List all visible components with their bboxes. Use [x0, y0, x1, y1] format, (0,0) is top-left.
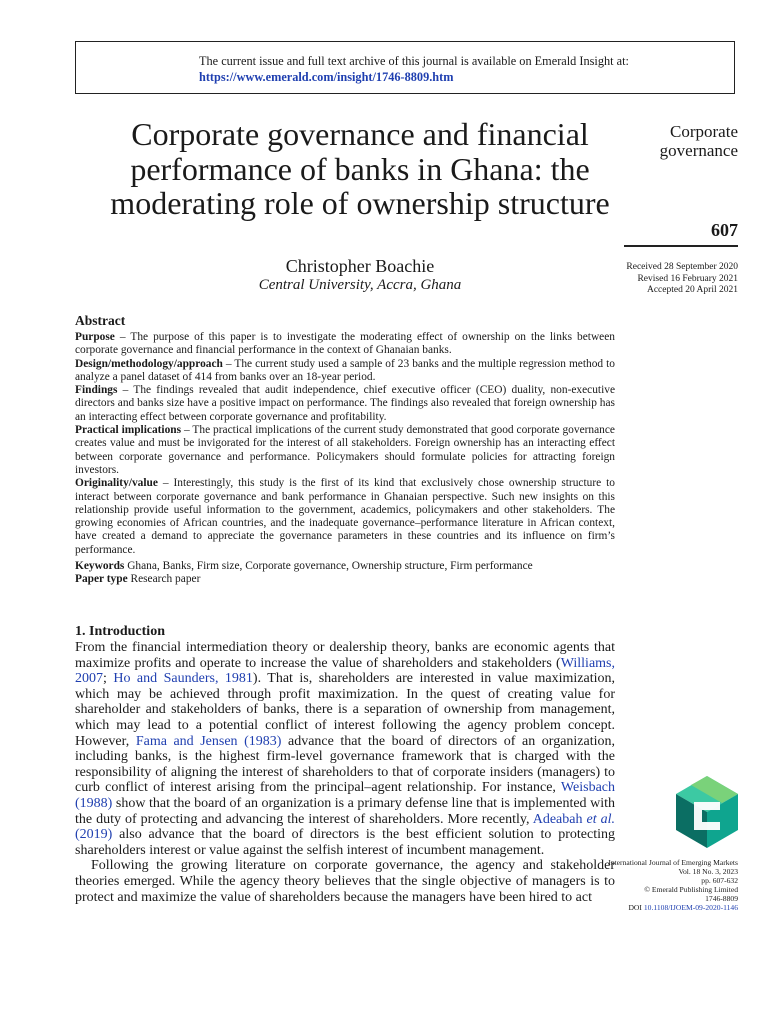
- text-run: From the financial intermediation theory or dealership theory, banks are economic agents that maximize profits and operate to increase the value of shareholders and stakeholders (: [75, 640, 615, 671]
- design-text: – The current study used a sample of 23 banks and the multiple regression method to analyze a panel dataset of 414 from banks over an 18-year period.: [75, 357, 615, 383]
- abstract-design: [75, 358, 615, 385]
- access-notice-box: [75, 41, 735, 94]
- paper-type-text: Research paper: [127, 573, 201, 586]
- journal-doi: [600, 903, 738, 912]
- originality-text: – Interestingly, this study is the first of its kind that exclusively chose ownership structure to interact between corporate governance and bank performance in Ghanaian perspective. Such new insights on this relationship provide useful information to the government, academics, policymakers and other stakeholders. The growing economies of African countries, and the inadequate governance–performance literature in African context, have created a demand to appreciate the governance parameters in these countries and its influence on firm’s performance.: [75, 477, 615, 556]
- keywords-label: Keywords: [75, 560, 125, 573]
- text-run: also advance that the board of directors is the best efficient solution to protecting shareholders interest or value against the selfish interest of incumbent management.: [75, 827, 615, 858]
- citation-weisbach-link[interactable]: Weisbach (1988): [75, 780, 615, 811]
- keywords-text: Ghana, Banks, Firm size, Corporate governance, Ownership structure, Firm performance: [124, 560, 533, 573]
- author-affiliation: Central University, Accra, Ghana: [258, 277, 462, 293]
- abstract-paper-type: [75, 573, 615, 586]
- design-label: Design/methodology/approach: [75, 357, 223, 370]
- accepted-date: Accepted 20 April 2021: [646, 285, 738, 295]
- citation-adeabah-name: Adeabah: [532, 811, 587, 827]
- citation-ho-saunders-link[interactable]: Ho and Saunders, 1981: [113, 671, 253, 687]
- access-notice-text: The current issue and full text archive of this journal is available on Emerald Insight at:: [199, 54, 629, 68]
- findings-label: Findings: [75, 384, 118, 397]
- abstract-originality: [75, 477, 615, 557]
- intro-paragraph-1: [75, 640, 615, 858]
- text-run: show that the board of an organization is a primary defense line that is implemented with the duty of protecting and advancing the interest of shareholders. More recently,: [75, 795, 615, 827]
- doi-link[interactable]: 10.1108/IJOEM-09-2020-1146: [643, 903, 738, 912]
- paper-type-label: Paper type: [75, 573, 128, 586]
- margin-divider: [624, 245, 738, 247]
- page-number: 607: [711, 220, 738, 240]
- originality-label: Originality/value: [75, 477, 158, 490]
- abstract-findings: [75, 384, 615, 424]
- received-date: Received 28 September 2020: [626, 262, 738, 272]
- revised-date: Revised 16 February 2021: [637, 273, 738, 284]
- text-run: ;: [103, 671, 114, 687]
- practical-text: – The practical implications of the current study demonstrated that good corporate governance creates value and must be invigorated for the interest of all stakeholders. Foreign ownership has an interacting effect between corporate governance and performance. Policymakers should formulate policies for attracting foreign investors.: [75, 424, 615, 476]
- abstract-heading: Abstract: [75, 313, 126, 328]
- journal-volume: Vol. 18 No. 3, 2023: [678, 867, 738, 876]
- journal-url-link[interactable]: https://www.emerald.com/insight/1746-8809.htm: [199, 70, 454, 84]
- abstract-body: [75, 331, 615, 587]
- practical-label: Practical implications: [75, 424, 182, 437]
- text-run: ). That is, shareholders are interested in value maximization, which may be achieved through profit maximization. In the quest of creating value for shareholder and stakeholders of banks, there is a separation of ownership from management, which may lead to a potential conflict of interest following the agency problem concept. However,: [75, 671, 615, 749]
- journal-citation-info: [600, 858, 738, 912]
- article-title: Corporate governance and financial performance of banks in Ghana: the moderating role of ownership structure: [110, 116, 610, 221]
- purpose-text: – The purpose of this paper is to investigate the moderating effect of ownership on the links between corporate governance and financial performance in the context of Ghanaian banks.: [75, 331, 615, 357]
- journal-issn: 1746-8809: [705, 894, 738, 903]
- findings-text: – The findings revealed that audit independence, chief executive officer (CEO) duality, non-executive directors and banks size have a positive impact on performance. The findings also revealed that foreign ownership has an interacting effect between corporate governance and profitability.: [75, 384, 615, 423]
- journal-name: International Journal of Emerging Markets: [608, 858, 738, 867]
- abstract-practical: [75, 424, 615, 477]
- abstract-purpose: [75, 331, 615, 358]
- journal-publisher: © Emerald Publishing Limited: [644, 885, 738, 894]
- journal-pages: pp. 607-632: [701, 876, 738, 885]
- author-name: Christopher Boachie: [285, 256, 435, 276]
- intro-paragraph-2: Following the growing literature on corporate governance, the agency and stakeholder theories emerged. While the agency theory believes that the single objective of managers is to protect and maximize the value of shareholders because the managers have been hired to act: [75, 858, 615, 905]
- citation-adeabah-etal: et al.: [586, 811, 615, 827]
- abstract-keywords: [75, 560, 615, 573]
- text-run: advance that the board of directors of an organization, including banks, is the highest firm-level governance framework that is charged with the responsibility of aligning the interest of shareholders to that of corporate insiders (managers) to curb conflict of interest arising from the principal–agent relationship. For instance,: [75, 733, 616, 796]
- citation-fama-jensen-link[interactable]: Fama and Jensen (1983): [135, 733, 282, 749]
- doi-label: DOI: [628, 903, 644, 912]
- introduction-heading: 1. Introduction: [75, 624, 165, 639]
- running-title: Corporate governance: [659, 122, 738, 160]
- citation-williams-link[interactable]: Williams, 2007: [75, 655, 615, 687]
- introduction-body: [75, 640, 615, 905]
- citation-adeabah-year: (2019): [75, 827, 113, 843]
- purpose-label: Purpose: [75, 331, 115, 343]
- emerald-logo-icon: [676, 776, 738, 848]
- article-dates: [600, 262, 738, 297]
